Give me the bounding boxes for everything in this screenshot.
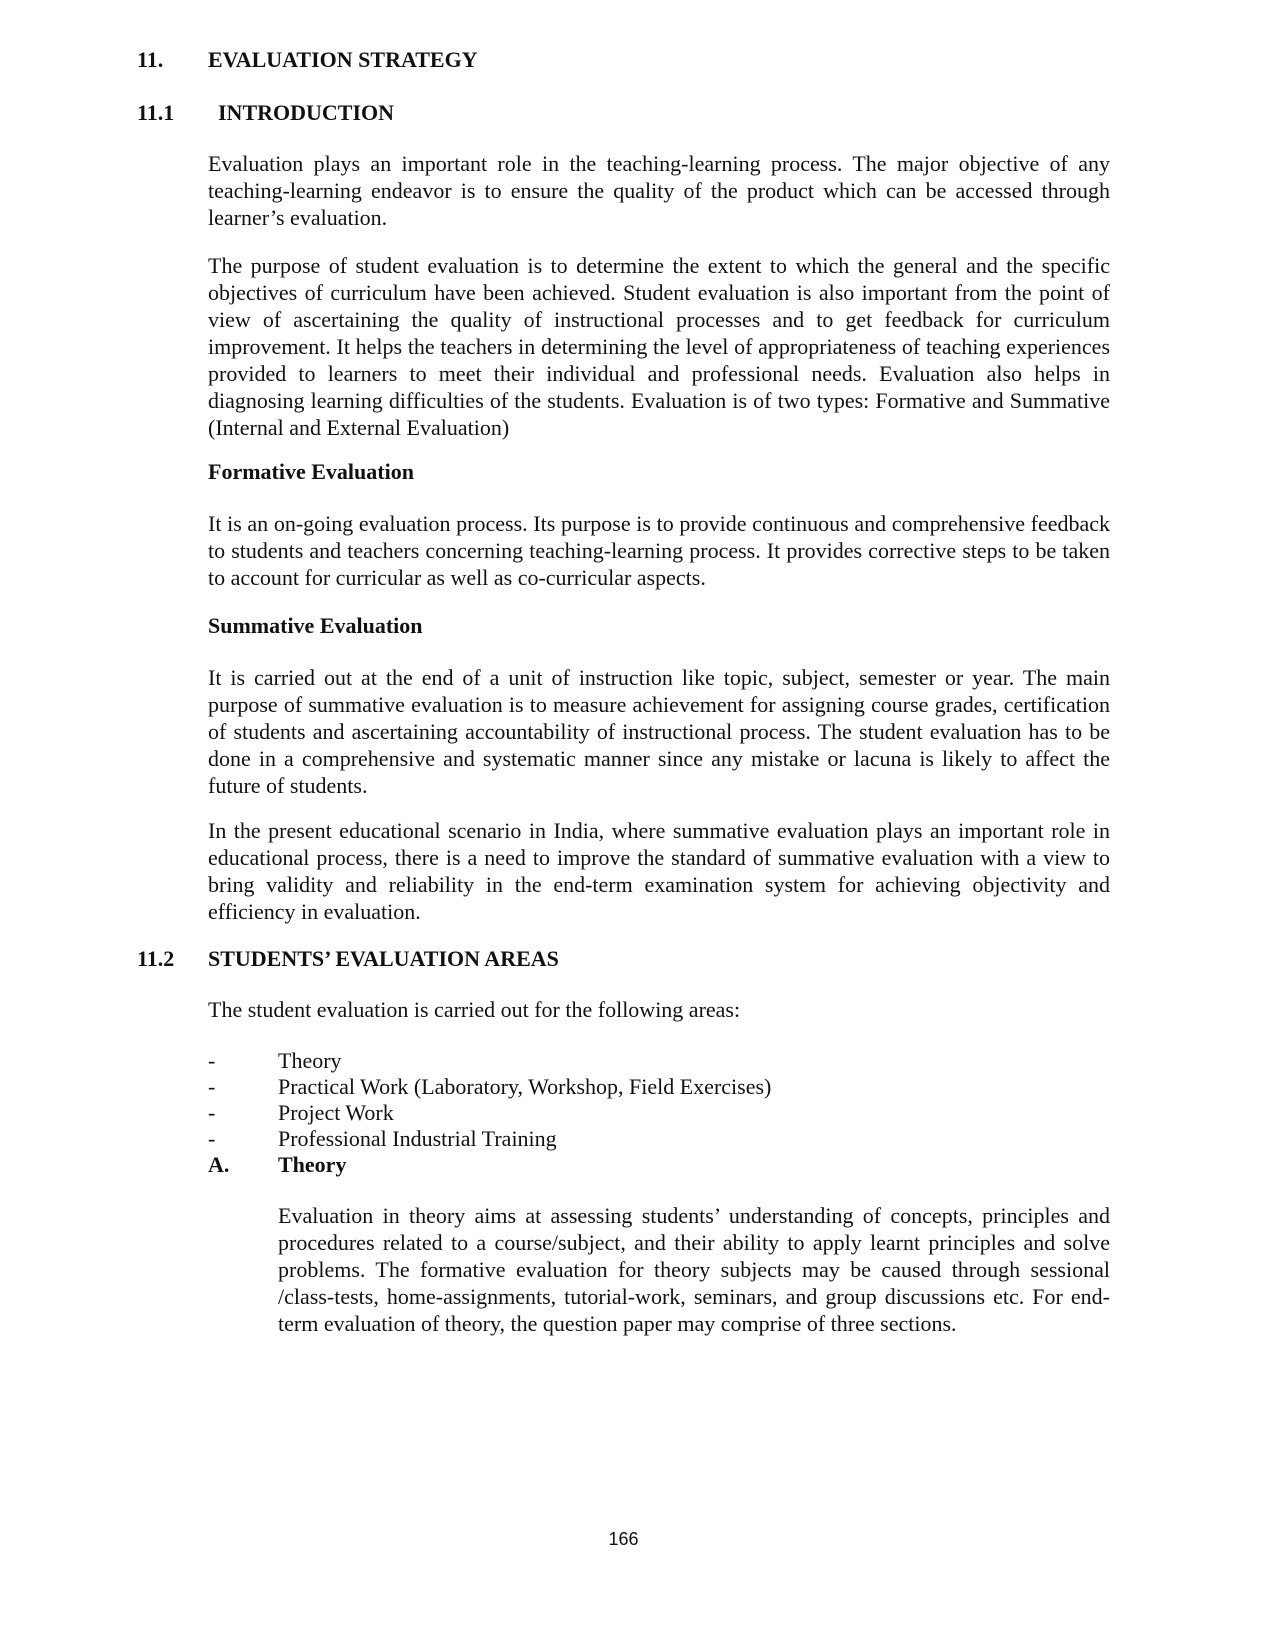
- subsection-number: 11.2: [137, 946, 175, 971]
- theory-paragraph: Evaluation in theory aims at assessing students’ understanding of concepts, principles and procedures related to a course/subject, and their ability to apply learnt principles and solve problems. The formative evaluation for theory subjects may be caused through sessional /class-tests, home-assignments, tutorial-work, seminars, and group discussions etc. For end-term evaluation of theory, the question paper may comprise of three sections.: [278, 1203, 1110, 1336]
- list-item-label: Project Work: [278, 1100, 394, 1125]
- areas-intro: The student evaluation is carried out for the following areas:: [208, 997, 741, 1022]
- list-item-label: Practical Work (Laboratory, Workshop, Field Exercises): [278, 1074, 772, 1099]
- subsection-title: INTRODUCTION: [218, 100, 395, 125]
- summative-heading: Summative Evaluation: [208, 613, 423, 638]
- list-marker: -: [208, 1074, 216, 1099]
- list-marker: -: [208, 1126, 216, 1151]
- intro-paragraph: The purpose of student evaluation is to determine the extent to which the general and the specific objectives of curriculum have been achieved. Student evaluation is also important from the point of view of ascertaining the quality of instructional processes and to get feedback for curriculum improvement. It helps the teachers in determining the level of appropriateness of teaching experiences provided to learners to meet their individual and professional needs. Evaluation also helps in diagnosing learning difficulties of the students. Evaluation is of two types: Formative and Summative (Internal and External Evaluation): [208, 253, 1110, 440]
- list-marker: A.: [208, 1152, 230, 1177]
- section-number: 11.: [137, 47, 164, 72]
- subsection-number: 11.1: [137, 100, 175, 125]
- intro-paragraph: Evaluation plays an important role in the teaching-learning process. The major objective of any teaching-learning endeavor is to ensure the quality of the product which can be accessed through learner’s evaluation.: [208, 151, 1110, 230]
- list-marker: -: [208, 1100, 216, 1125]
- page-number: 166: [608, 1529, 639, 1549]
- list-item-label: Professional Industrial Training: [278, 1126, 557, 1151]
- section-title: EVALUATION STRATEGY: [208, 47, 478, 72]
- summative-paragraph: It is carried out at the end of a unit of instruction like topic, subject, semester or year. The main purpose of summative evaluation is to measure achievement for assigning course grades, certification of students and ascertaining accountability of instructional process. The student evaluation has to be done in a comprehensive and systematic manner since any mistake or lacuna is likely to affect the future of students.: [208, 665, 1110, 798]
- theory-heading-label: Theory: [278, 1152, 347, 1177]
- formative-paragraph: It is an on-going evaluation process. Its purpose is to provide continuous and comprehensive feedback to students and teachers concerning teaching-learning process. It provides corrective steps to be taken to account for curricular as well as co-curricular aspects.: [208, 511, 1110, 590]
- list-item-label: Theory: [278, 1048, 342, 1073]
- subsection-title: STUDENTS’ EVALUATION AREAS: [208, 946, 559, 971]
- formative-heading: Formative Evaluation: [208, 459, 414, 484]
- list-marker: -: [208, 1048, 216, 1073]
- summative-paragraph-2: In the present educational scenario in India, where summative evaluation plays an important role in educational process, there is a need to improve the standard of summative evaluation with a view to bring validity and reliability in the end-term examination system for achieving objectivity and efficiency in evaluation.: [208, 818, 1110, 924]
